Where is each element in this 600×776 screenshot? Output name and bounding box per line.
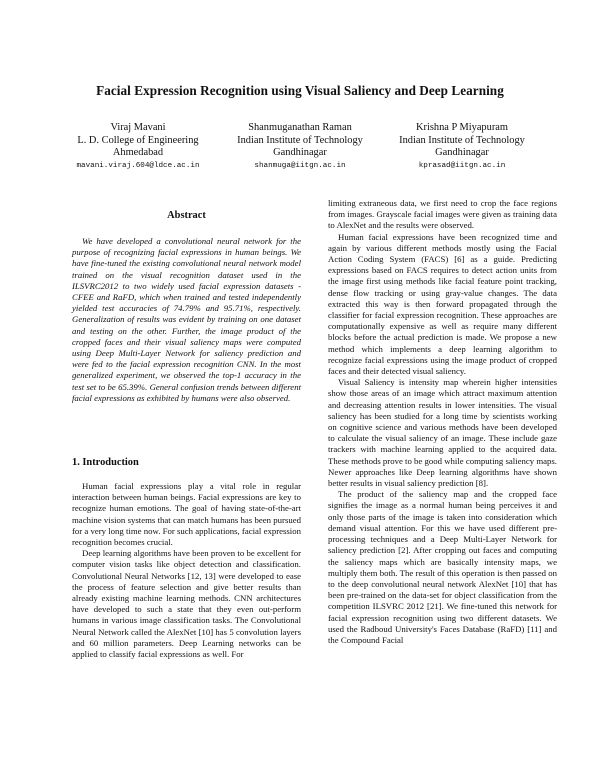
author-email[interactable]: mavani.viraj.604@ldce.ac.in xyxy=(76,161,200,170)
author-name: Krishna P Miyapuram xyxy=(416,122,508,133)
author-name: Viraj Mavani xyxy=(110,122,166,133)
left-column-text xyxy=(72,481,301,660)
abstract-heading: Abstract xyxy=(167,210,206,221)
author-email[interactable]: shanmuga@iitgn.ac.in xyxy=(254,161,346,170)
intro-paragraph: The product of the saliency map and the cropped face signifies the image as a normal human being perceives it and only those parts of the image is taken into consideration which demand visual attention. For this we have used different pre-processing techniques and a Deep Multi-Layer Network for saliency prediction [2]. After cropping out faces and computing the saliency maps which are basically intensity maps, we multiply them both. The result of this operation is then passed on to the deep convolutional neural network AlexNet [10] that has been pre-trained on the data-set for object classification from the competition ILSVRC 2012 [21]. We fine-tuned this network for facial expression recognition using two different datasets. We used the Radboud University's Faces Database (RaFD) [11] and the Compound Facial xyxy=(328,489,557,645)
intro-paragraph: Human facial expressions play a vital role in regular interaction between human beings. Facial expressions are key to recognize human emotions. The goal of having state-of-the-art machine vision systems that can match humans has been pursued for a very long time now. For such applications, facial expression recognition becomes crucial. xyxy=(72,481,301,548)
author-affiliation-city: Ahmedabad xyxy=(112,147,164,159)
intro-paragraph-continued: limiting extraneous data, we first need to crop the face regions from images. Grayscale facial images were given as training data to AlexNet and the results were observed. xyxy=(328,198,557,231)
intro-paragraph: Human facial expressions have been recognized time and again by various different methods mostly using the Facial Action Coding System (FACS) [6] as a guide. Predicting expressions based on FACS requires to detect action units from the image first using methods like facial feature point tracking, dense flow tracking or using gray-value changes. The data extracted this way is then forward propagated through the classifier for facial expression recognition. These approaches are computationally expensive as well as require many different blocks before the actual prediction is made. We propose a new method which implements a deep learning algorithm to recognize facial expressions using the image product of cropped faces and their detected visual saliency. xyxy=(328,231,557,377)
author-name: Shanmuganathan Raman xyxy=(248,122,352,133)
abstract-body: We have developed a convolutional neural network for the purpose of recognizing facial expressions in human beings. We have fine-tuned the existing convolutional neural network model trained on the visual recognition dataset used in the ILSVRC2012 to two widely used facial expression datasets - CFEE and RaFD, which when trained and tested independently yielded test accuracies of 74.79% and 95.71%, respectively. Generalization of results was evident by training on one dataset and testing on the other. Further, the image product of the cropped faces and their visual saliency maps were computed using Deep Multi-Layer Network for saliency prediction and were fed to the facial expression recognition CNN. In the most generalized experiment, we observed the top-1 accuracy in the test set to be 65.39%. General confusion trends between different facial expressions as exhibited by humans were also observed. xyxy=(72,236,301,403)
author-affiliation: Indian Institute of Technology xyxy=(399,134,525,146)
intro-paragraph: Deep learning algorithms have been proven to be excellent for computer vision tasks like object detection and classification. Convolutional Neural Networks [12, 13] were developed to ease the process of feature selection and give better results than already existing machine learning methods. CNN architectures have developed to such a state that they even out-perform humans in various image classification tasks. The Convolutional Neural Network called the AlexNet [10] has 5 convolution layers and 60 million parameters. Deep Learning networks can be applied to classify facial expressions as well. For xyxy=(72,548,301,660)
author-email[interactable]: kprasad@iitgn.ac.in xyxy=(418,161,506,170)
author-affiliation-city: Gandhinagar xyxy=(435,147,489,159)
author-affiliation: Indian Institute of Technology xyxy=(237,134,363,146)
introduction-heading: 1. Introduction xyxy=(72,457,139,468)
right-column-text xyxy=(328,198,557,646)
paper-title: Facial Expression Recognition using Visual Saliency and Deep Learning xyxy=(96,83,504,98)
author-affiliation: L. D. College of Engineering xyxy=(77,134,199,146)
intro-paragraph: Visual Saliency is intensity map wherein higher intensities show those areas of an image which attract maximum attention and decreasing attention results in lower intensities. The visual saliency has been studied for a long time by scientists working on cognitive science and various methods have been developed to calculate the visual saliency of an image. These include gaze trackers with machine learning applied to the acquired data. These methods prove to be good while computing saliency maps. Newer approaches like Deep learning algorithms have shown better results in visual saliency prediction [8]. xyxy=(328,377,557,489)
author-block-3 xyxy=(362,122,562,172)
author-affiliation-city: Gandhinagar xyxy=(273,147,327,159)
